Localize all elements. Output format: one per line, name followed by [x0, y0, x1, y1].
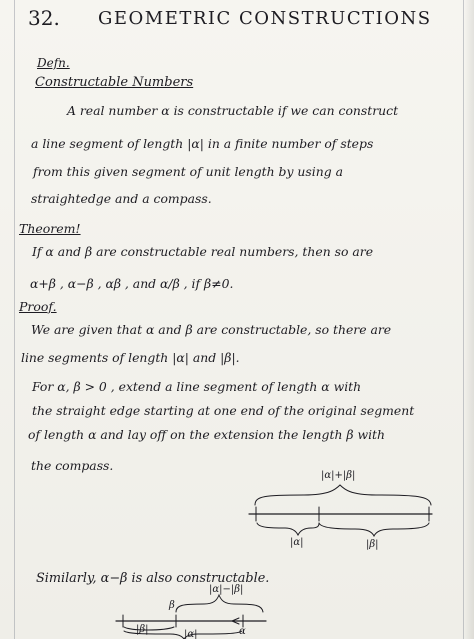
proof-line-1: We are given that α and β are constructable, so there are [31, 322, 392, 337]
theorem-line-1: If α and β are constructable real numbers, then so are [32, 244, 374, 259]
sum-diagram-right-brace [319, 523, 429, 536]
section-number: 32. [28, 6, 60, 30]
proof-line-2: line segments of length |α| and |β|. [21, 350, 240, 365]
difference-bottom-label: |α| [184, 629, 198, 639]
definition-line-4: straightedge and a compass. [31, 191, 212, 206]
definition-line-2: a line segment of length |α| in a finite number of steps [31, 136, 374, 151]
difference-left-label: |β| [136, 624, 149, 635]
definition-line-3: from this given segment of unit length by using a [33, 164, 343, 179]
sum-right-label: |β| [366, 539, 379, 550]
definition-term: Constructable Numbers [35, 75, 194, 90]
difference-alpha-mark: α [239, 626, 246, 637]
section-title: GEOMETRIC CONSTRUCTIONS [98, 8, 432, 29]
sum-left-label: |α| [290, 537, 304, 548]
proof-line-5: of length α and lay off on the extension the length β with [28, 427, 385, 442]
sum-top-label: |α|+|β| [321, 470, 356, 481]
proof-label: Proof. [19, 299, 57, 314]
theorem-line-2: α+β , α−β , αβ , and α/β , if β≠0. [30, 276, 234, 291]
difference-top-label: |α|−|β| [209, 584, 244, 595]
difference-left-arc [124, 627, 174, 630]
proof-line-4: the straight edge starting at one end of the original segment [32, 403, 415, 418]
difference-top-brace [176, 595, 263, 612]
theorem-label: Theorem! [19, 221, 81, 236]
similarly-line: Similarly, α−β is also constructable. [36, 571, 270, 586]
proof-line-6: the compass. [31, 458, 114, 473]
sum-diagram-left-brace [257, 523, 319, 535]
definition-label: Defn. [37, 56, 70, 70]
proof-line-3: For α, β > 0 , extend a line segment of length α with [32, 379, 362, 394]
definition-line-1: A real number α is constructable if we can construct [67, 103, 399, 118]
difference-beta-mark: β [169, 600, 175, 611]
sum-diagram [249, 485, 432, 536]
sum-diagram-top-brace [255, 485, 431, 505]
